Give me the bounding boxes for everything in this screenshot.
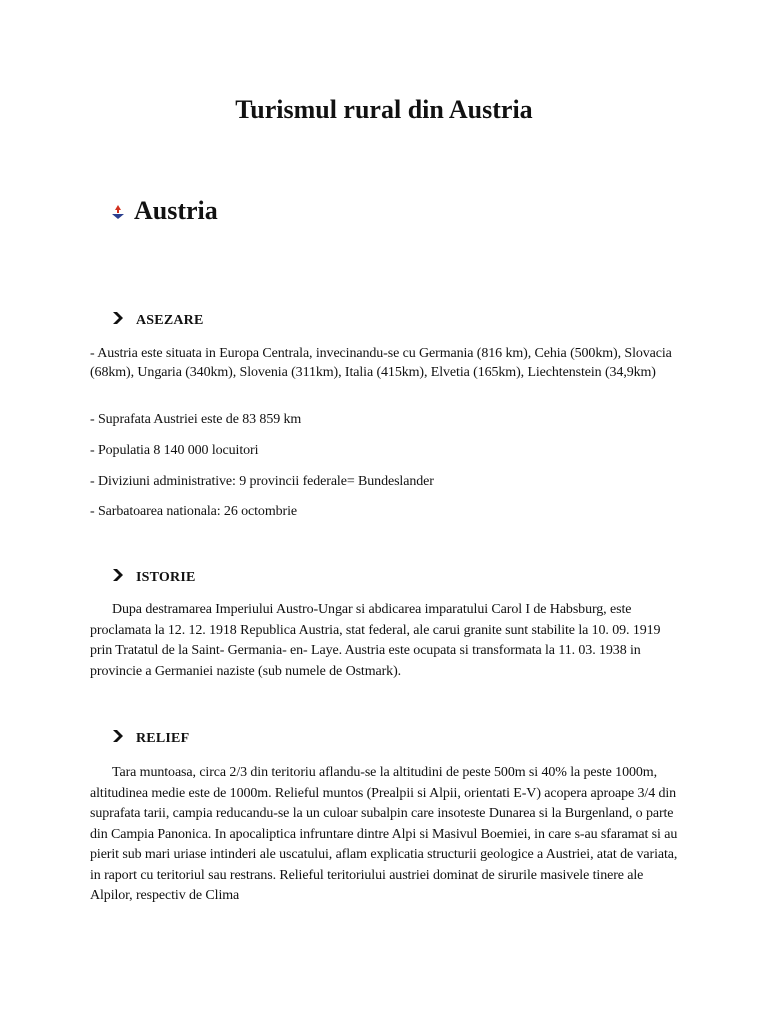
list-item: - Diviziuni administrative: 9 provincii federale= Bundeslander <box>90 474 434 489</box>
section-title: ASEZARE <box>136 312 204 328</box>
section-title: ISTORIE <box>136 569 196 585</box>
chevron-right-icon <box>112 312 136 329</box>
list-item: - Suprafata Austriei este de 83 859 km <box>90 412 302 427</box>
section-title: RELIEF <box>136 730 190 746</box>
paragraph-relief: Tara muntoasa, circa 2/3 din teritoriu aflandu-se la altitudini de peste 500m si 40% la peste 1000m, altitudinea medie este de 1000m. Relieful muntos (Prealpii si Alpii, orientati E-V) acopera aproape 3/4 din suprafata tarii, campia reducandu-se la un culoar subalpin care insoteste Dunarea si la Burgenland, o parte din Campia Panonica. In apocaliptica infruntare dintre Alpi si Masivul Boemiei, in care s-au sfaramat si au pierit sub mari uriase intinderi ale uscatului, aflam explicatia structurii geologice a Austriei, atat de variata, in raport cu teritoriul sau restrans. Relieful teritoriului austriei dominat de sirurile masivele tinere ale Alpilor, respectiv de Clima <box>90 765 678 903</box>
paragraph-istorie: Dupa destramarea Imperiului Austro-Ungar si abdicarea imparatului Carol I de Habsburg, este proclamata la 12. 12. 1918 Republica Austria, stat federal, ale carui granite sunt stabilite la 10. 09. 1919 prin Tratatul de la Saint- Germania- en- Laye. Austria este ocupata si transformata la 11. 03. 1938 in provincie a Germaniei naziste (sub numele de Ostmark). <box>90 602 661 679</box>
section-heading-asezare <box>112 312 204 329</box>
list-item: - Populatia 8 140 000 locuitori <box>90 443 259 458</box>
chevron-right-icon <box>112 730 136 747</box>
heading-text: Austria <box>134 196 218 225</box>
list-item: - Austria este situata in Europa Centrala, invecinandu-se cu Germania (816 km), Cehia (500km), Slovacia (68km), Ungaria (340km), Slovenia (311km), Italia (415km), Elvetia (165km), Liechtenstein (34,9km) <box>90 346 672 380</box>
section-heading-relief <box>112 730 189 747</box>
document-title: Turismul rural din Austria <box>235 95 533 124</box>
heading-austria <box>110 194 218 228</box>
list-item: - Sarbatoarea nationala: 26 octombrie <box>90 504 297 519</box>
bullet-arrow-icon <box>110 198 134 225</box>
section-heading-istorie <box>112 569 196 586</box>
chevron-right-icon <box>112 569 136 586</box>
